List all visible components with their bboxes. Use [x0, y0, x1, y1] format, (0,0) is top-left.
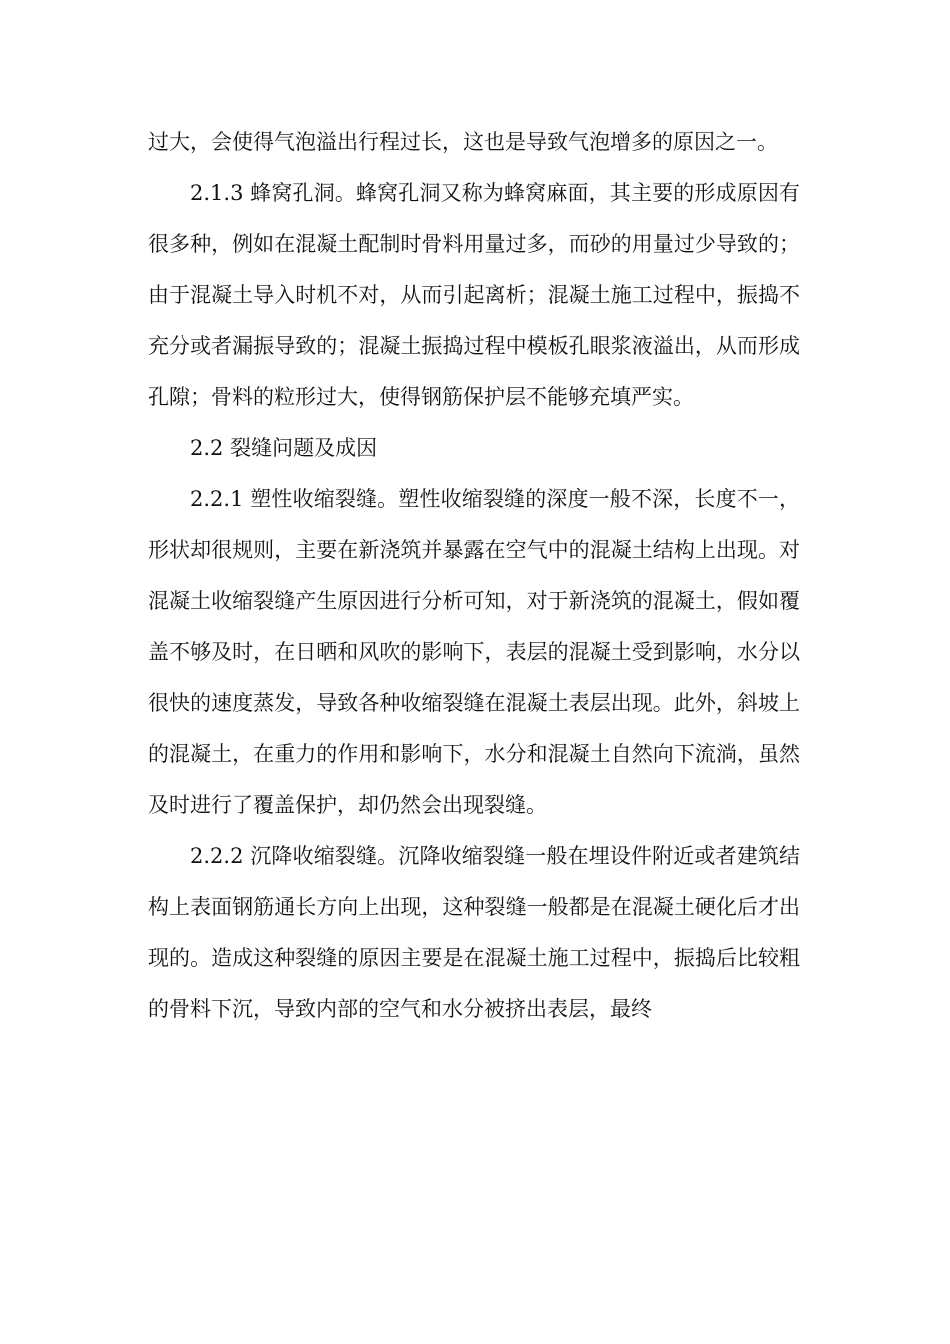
paragraph-plastic-shrinkage-cracks: 2.2.1 塑性收缩裂缝。塑性收缩裂缝的深度一般不深，长度不一，形状却很规则，主要在新浇筑并暴露在空气中的混凝土结构上出现。对混凝土收缩裂缝产生原因进行分析可知，对于新浇筑的混凝土，假如覆盖不够及时，在日晒和风吹的影响下，表层的混凝土受到影响，水分以很快的速度蒸发，导致各种收缩裂缝在混凝土表层出现。此外，斜坡上的混凝土，在重力的作用和影响下，水分和混凝土自然向下流淌，虽然及时进行了覆盖保护，却仍然会出现裂缝。 [148, 487, 800, 817]
paragraph-honeycomb-holes: 2.1.3 蜂窝孔洞。蜂窝孔洞又称为蜂窝麻面，其主要的形成原因有很多种，例如在混凝土配制时骨料用量过多，而砂的用量过少导致的；由于混凝土导入时机不对，从而引起离析；混凝土施工过程中，振捣不充分或者漏振导致的；混凝土振捣过程中模板孔眼浆液溢出，从而形成孔隙；骨料的粒形过大，使得钢筋保护层不能够充填严实。 [148, 181, 800, 409]
paragraph-continuation: 过大，会使得气泡溢出行程过长，这也是导致气泡增多的原因之一。 [148, 130, 778, 154]
section-heading-cracks: 2.2 裂缝问题及成因 [190, 436, 378, 460]
body-text [148, 117, 800, 1035]
paragraph-settlement-shrinkage-cracks: 2.2.2 沉降收缩裂缝。沉降收缩裂缝一般在埋设件附近或者建筑结构上表面钢筋通长方向上出现，这种裂缝一般都是在混凝土硬化后才出现的。造成这种裂缝的原因主要是在混凝土施工过程中，振捣后比较粗的骨料下沉，导致内部的空气和水分被挤出表层，最终 [148, 844, 800, 1021]
